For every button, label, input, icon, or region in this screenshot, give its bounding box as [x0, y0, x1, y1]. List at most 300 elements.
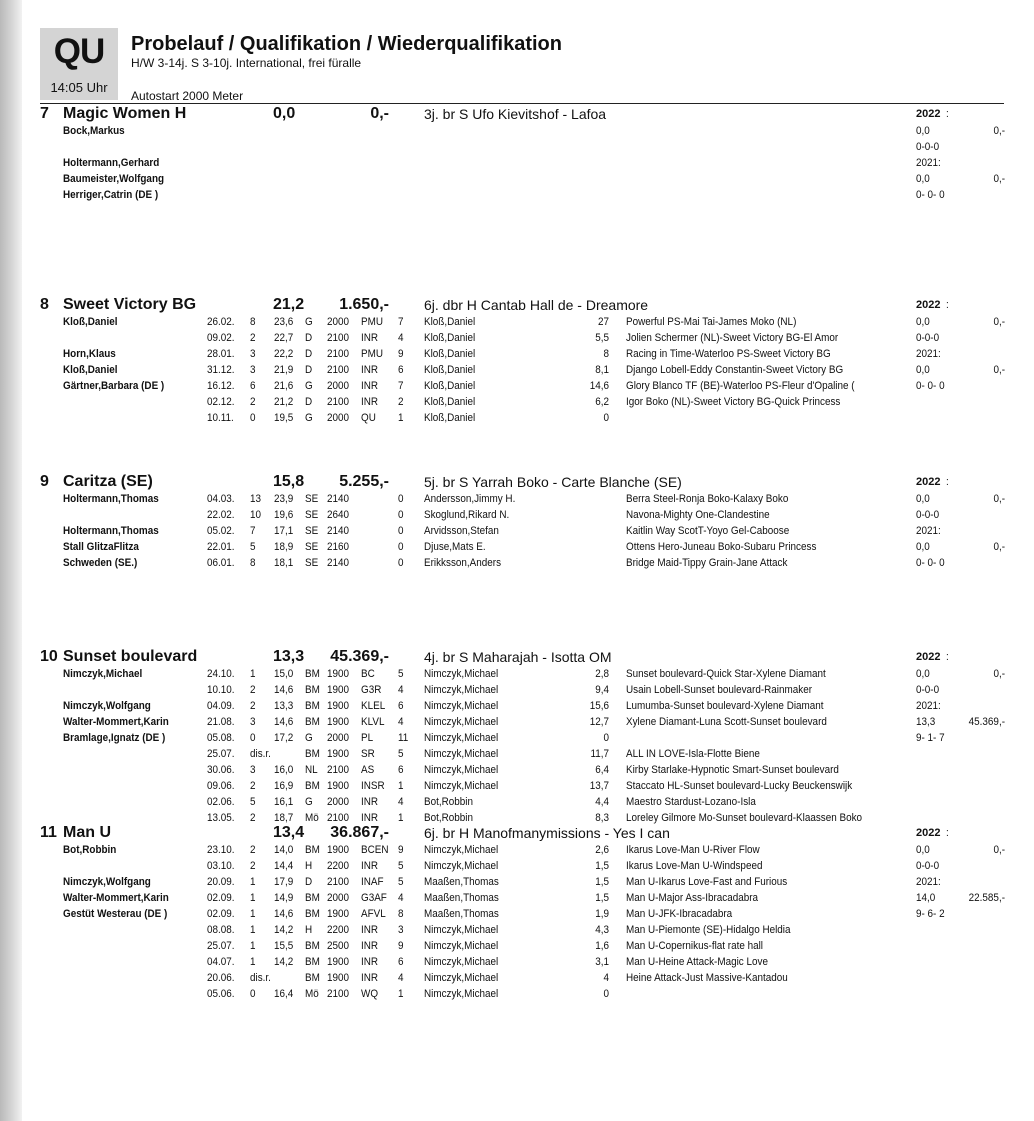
horse-rating: 13,3 [273, 648, 305, 665]
run-place: 3 [250, 716, 256, 728]
run-odds: 0 [603, 732, 609, 744]
run-track: D [305, 332, 313, 344]
run-race-type: INR [361, 812, 379, 824]
run-date: 26.02. [207, 316, 235, 328]
horse-rating: 0,0 [273, 105, 296, 122]
run-race-type: G3AF [361, 892, 387, 904]
run-place: 2 [250, 332, 256, 344]
run-result: Berra Steel-Ronja Boko-Kalaxy Boko [626, 493, 789, 505]
run-time: 16,9 [274, 780, 294, 792]
run-result: Ottens Hero-Juneau Boko-Subaru Princess [626, 541, 817, 553]
run-result: Lumumba-Sunset boulevard-Xylene Diamant [626, 700, 824, 712]
stats-previous-record: 0- 0- 0 [916, 189, 945, 201]
run-time: 15,0 [274, 668, 294, 680]
run-odds: 2,6 [595, 844, 609, 856]
horse-person: Gärtner,Barbara (DE ) [63, 380, 165, 392]
run-date: 25.07. [207, 940, 235, 952]
run-race-type: INR [361, 956, 379, 968]
run-result: Ikarus Love-Man U-River Flow [626, 844, 760, 856]
run-field: 2 [398, 396, 404, 408]
run-place: 3 [250, 764, 256, 776]
run-result: Jolien Schermer (NL)-Sweet Victory BG-El Amor [626, 332, 839, 344]
stats-previous-money: 0,- [993, 364, 1005, 376]
run-distance: 1900 [327, 668, 350, 680]
run-track: Mö [305, 812, 319, 824]
run-place: 3 [250, 348, 256, 360]
run-odds: 4 [603, 972, 609, 984]
run-driver: Arvidsson,Stefan [424, 525, 499, 537]
run-driver: Kloß,Daniel [424, 396, 476, 408]
horse-earnings: 36.867,- [330, 824, 389, 841]
run-field: 1 [398, 988, 404, 1000]
stats-current-money: 0,- [993, 668, 1005, 680]
run-date: 20.06. [207, 972, 235, 984]
run-track: SE [305, 557, 319, 569]
run-time: 17,2 [274, 732, 294, 744]
run-driver: Nimczyk,Michael [424, 844, 499, 856]
horse-number: 7 [40, 105, 49, 122]
run-field: 1 [398, 780, 404, 792]
run-race-type: INR [361, 796, 379, 808]
run-distance: 2100 [327, 812, 350, 824]
run-distance: 2100 [327, 364, 350, 376]
run-track: BM [305, 748, 320, 760]
stats-previous-rating: 14,0 [916, 892, 936, 904]
run-place: 2 [250, 844, 256, 856]
run-time: 21,9 [274, 364, 294, 376]
horse-person: Holtermann,Gerhard [63, 157, 160, 169]
run-odds: 14,6 [589, 380, 609, 392]
stats-previous-record: 0- 0- 0 [916, 380, 945, 392]
horse-person: Holtermann,Thomas [63, 493, 159, 505]
run-distance: 2000 [327, 892, 350, 904]
run-field: 4 [398, 892, 404, 904]
run-time: 17,1 [274, 525, 294, 537]
run-race-type: AS [361, 764, 375, 776]
run-place: 2 [250, 860, 256, 872]
run-time: 22,7 [274, 332, 294, 344]
run-odds: 3,1 [595, 956, 609, 968]
run-time: 15,5 [274, 940, 294, 952]
run-track: G [305, 732, 313, 744]
run-driver: Maaßen,Thomas [424, 876, 499, 888]
run-date: 10.11. [207, 412, 234, 424]
run-distance: 2000 [327, 316, 350, 328]
run-place: 1 [250, 924, 256, 936]
stats-previous-money: 22.585,- [968, 892, 1005, 904]
stats-year-current: 2022 [916, 299, 941, 311]
stats-current-record: 0-0-0 [916, 684, 940, 696]
run-result: Xylene Diamant-Luna Scott-Sunset boulevard [626, 716, 827, 728]
run-place: 1 [250, 892, 256, 904]
run-odds: 4,3 [595, 924, 609, 936]
horse-name: Man U [63, 824, 111, 841]
horse-person: Kloß,Daniel [63, 364, 118, 376]
run-time: 19,6 [274, 509, 294, 521]
run-result: Bridge Maid-Tippy Grain-Jane Attack [626, 557, 788, 569]
run-result: Man U-Ikarus Love-Fast and Furious [626, 876, 788, 888]
horse-earnings: 5.255,- [339, 473, 389, 490]
run-distance: 2100 [327, 988, 350, 1000]
stats-previous-record: 9- 6- 2 [916, 908, 945, 920]
stats-year-colon: : [946, 476, 949, 488]
run-time: 14,2 [274, 924, 294, 936]
run-track: BM [305, 668, 320, 680]
horse-person: Holtermann,Thomas [63, 525, 159, 537]
run-odds: 0 [603, 412, 609, 424]
run-track: D [305, 396, 313, 408]
stats-current-money: 0,- [993, 125, 1005, 137]
run-field: 5 [398, 860, 404, 872]
run-date: 04.07. [207, 956, 235, 968]
run-distance: 2000 [327, 796, 350, 808]
run-field: 6 [398, 700, 404, 712]
run-time: 22,2 [274, 348, 294, 360]
run-field: 6 [398, 364, 404, 376]
stats-previous-rating: 0,0 [916, 541, 930, 553]
stats-year-previous: 2021: [916, 700, 941, 712]
run-date: 10.10. [207, 684, 235, 696]
race-title: Probelauf / Qualifikation / Wiederqualifikation [131, 33, 562, 55]
run-driver: Nimczyk,Michael [424, 988, 499, 1000]
run-result: ALL IN LOVE-Isla-Flotte Biene [626, 748, 760, 760]
run-odds: 1,5 [595, 892, 609, 904]
horse-person: Baumeister,Wolfgang [63, 173, 165, 185]
run-driver: Kloß,Daniel [424, 412, 476, 424]
run-place: 0 [250, 988, 256, 1000]
run-date: 02.12. [207, 396, 235, 408]
run-driver: Maaßen,Thomas [424, 908, 499, 920]
run-track: BM [305, 972, 320, 984]
horse-person: Kloß,Daniel [63, 316, 118, 328]
run-place: 1 [250, 908, 256, 920]
run-driver: Bot,Robbin [424, 812, 473, 824]
run-odds: 9,4 [595, 684, 609, 696]
run-field: 5 [398, 748, 404, 760]
run-time: 14,0 [274, 844, 294, 856]
run-result: Ikarus Love-Man U-Windspeed [626, 860, 763, 872]
horse-person: Gestüt Westerau (DE ) [63, 908, 168, 920]
horse-rating: 21,2 [273, 296, 305, 313]
run-result: Navona-Mighty One-Clandestine [626, 509, 770, 521]
stats-year-previous: 2021: [916, 348, 941, 360]
run-race-type: BC [361, 668, 375, 680]
horse-name: Magic Women H [63, 105, 187, 122]
run-odds: 13,7 [589, 780, 609, 792]
run-place: 6 [250, 380, 256, 392]
run-distance: 2200 [327, 860, 350, 872]
run-distance: 2000 [327, 380, 350, 392]
run-distance: 2000 [327, 412, 350, 424]
run-driver: Nimczyk,Michael [424, 860, 499, 872]
run-driver: Nimczyk,Michael [424, 924, 499, 936]
horse-pedigree: 6j. br H Manofmanymissions - Yes I can [424, 825, 670, 841]
horse-number: 8 [40, 296, 49, 313]
run-time: 14,4 [274, 860, 294, 872]
run-distance: 1900 [327, 908, 350, 920]
run-race-type: PMU [361, 316, 384, 328]
horse-pedigree: 5j. br S Yarrah Boko - Carte Blanche (SE) [424, 474, 682, 490]
run-distance: 2100 [327, 876, 350, 888]
run-place: 2 [250, 812, 256, 824]
horse-person: Bot,Robbin [63, 844, 117, 856]
run-date: 23.10. [207, 844, 235, 856]
run-result: Igor Boko (NL)-Sweet Victory BG-Quick Princess [626, 396, 841, 408]
horse-number: 10 [40, 648, 58, 665]
horse-rating: 13,4 [273, 824, 305, 841]
run-result: Kaitlin Way ScotT-Yoyo Gel-Caboose [626, 525, 790, 537]
stats-year-colon: : [946, 108, 949, 120]
run-driver: Kloß,Daniel [424, 364, 476, 376]
run-distance: 2640 [327, 509, 350, 521]
run-field: 7 [398, 316, 404, 328]
run-race-type: G3R [361, 684, 382, 696]
run-field: 4 [398, 716, 404, 728]
run-field: 9 [398, 940, 404, 952]
run-distance: 2200 [327, 924, 350, 936]
horse-person: Stall GlitzaFlitza [63, 541, 139, 553]
run-driver: Bot,Robbin [424, 796, 473, 808]
run-place: 2 [250, 684, 256, 696]
run-driver: Nimczyk,Michael [424, 780, 499, 792]
run-result: Racing in Time-Waterloo PS-Sweet Victory BG [626, 348, 831, 360]
run-race-type: INR [361, 332, 379, 344]
run-field: 1 [398, 412, 404, 424]
run-field: 9 [398, 844, 404, 856]
run-odds: 5,5 [595, 332, 609, 344]
run-date: 04.03. [207, 493, 235, 505]
stats-previous-rating: 0,0 [916, 173, 930, 185]
race-code-box [40, 28, 118, 100]
horse-person: Bramlage,Ignatz (DE ) [63, 732, 166, 744]
run-date: 24.10. [207, 668, 235, 680]
run-driver: Nimczyk,Michael [424, 732, 499, 744]
run-field: 6 [398, 956, 404, 968]
run-race-type: PL [361, 732, 374, 744]
run-distance: 2100 [327, 348, 350, 360]
run-distance: 2000 [327, 732, 350, 744]
stats-year-current: 2022 [916, 827, 941, 839]
run-distance: 1900 [327, 700, 350, 712]
run-distance: 2500 [327, 940, 350, 952]
run-time: 17,9 [274, 876, 294, 888]
run-field: 7 [398, 380, 404, 392]
run-track: BM [305, 700, 320, 712]
horse-name: Caritza (SE) [63, 473, 153, 490]
run-track: D [305, 876, 313, 888]
run-field: 0 [398, 493, 404, 505]
run-track: BM [305, 844, 320, 856]
run-time: 14,2 [274, 956, 294, 968]
horse-earnings: 45.369,- [330, 648, 389, 665]
run-driver: Maaßen,Thomas [424, 892, 499, 904]
race-time: 14:05 Uhr [50, 80, 108, 95]
run-odds: 4,4 [595, 796, 609, 808]
run-date: 09.02. [207, 332, 235, 344]
run-place: 1 [250, 940, 256, 952]
run-distance: 1900 [327, 844, 350, 856]
run-distance: 1900 [327, 956, 350, 968]
run-track: H [305, 860, 313, 872]
horse-person: Schweden (SE.) [63, 557, 138, 569]
run-result: Usain Lobell-Sunset boulevard-Rainmaker [626, 684, 813, 696]
run-track: Mö [305, 988, 319, 1000]
run-track: BM [305, 684, 320, 696]
horse-person: Bock,Markus [63, 125, 125, 137]
run-time: 14,6 [274, 716, 294, 728]
run-race-type: AFVL [361, 908, 386, 920]
stats-year-current: 2022 [916, 476, 941, 488]
run-distance: 2140 [327, 557, 350, 569]
run-result: Man U-Major Ass-Ibracadabra [626, 892, 759, 904]
run-driver: Nimczyk,Michael [424, 668, 499, 680]
run-distance: 1900 [327, 716, 350, 728]
stats-year-colon: : [946, 651, 949, 663]
horse-number: 9 [40, 473, 49, 490]
run-driver: Nimczyk,Michael [424, 956, 499, 968]
run-race-type: KLEL [361, 700, 386, 712]
run-field: 8 [398, 908, 404, 920]
run-odds: 8 [603, 348, 609, 360]
stats-current-rating: 0,0 [916, 668, 930, 680]
race-code: QU [53, 32, 105, 71]
stats-current-rating: 0,0 [916, 316, 930, 328]
run-field: 4 [398, 332, 404, 344]
run-date: 03.10. [207, 860, 235, 872]
run-time: 23,9 [274, 493, 294, 505]
run-place: dis.r. [250, 748, 271, 760]
run-result: Man U-Piemonte (SE)-Hidalgo Heldia [626, 924, 791, 936]
run-place: 2 [250, 780, 256, 792]
horse-person: Walter-Mommert,Karin [63, 892, 169, 904]
run-driver: Nimczyk,Michael [424, 940, 499, 952]
run-track: SE [305, 541, 319, 553]
run-field: 4 [398, 684, 404, 696]
run-distance: 2100 [327, 332, 350, 344]
stats-current-rating: 0,0 [916, 493, 930, 505]
run-odds: 27 [597, 316, 609, 328]
run-race-type: BCEN [361, 844, 389, 856]
run-track: G [305, 380, 313, 392]
run-field: 5 [398, 876, 404, 888]
stats-previous-money: 0,- [993, 173, 1005, 185]
run-odds: 1,6 [595, 940, 609, 952]
run-distance: 2100 [327, 396, 350, 408]
run-race-type: SR [361, 748, 375, 760]
run-result: Loreley Gilmore Mo-Sunset boulevard-Klaassen Boko [626, 812, 863, 824]
stats-year-current: 2022 [916, 108, 941, 120]
run-track: G [305, 412, 313, 424]
run-field: 0 [398, 509, 404, 521]
run-distance: 1900 [327, 972, 350, 984]
run-driver: Erikksson,Anders [424, 557, 502, 569]
run-race-type: INSR [361, 780, 385, 792]
run-field: 4 [398, 972, 404, 984]
run-driver: Nimczyk,Michael [424, 684, 499, 696]
run-track: SE [305, 509, 319, 521]
run-odds: 6,4 [595, 764, 609, 776]
run-time: 16,4 [274, 988, 294, 1000]
run-distance: 2140 [327, 525, 350, 537]
run-time: 21,2 [274, 396, 294, 408]
run-track: BM [305, 940, 320, 952]
run-place: 8 [250, 316, 256, 328]
run-date: 06.01. [207, 557, 235, 569]
run-driver: Andersson,Jimmy H. [424, 493, 516, 505]
horse-person: Nimczyk,Wolfgang [63, 700, 151, 712]
run-time: 16,1 [274, 796, 294, 808]
run-odds: 1,5 [595, 876, 609, 888]
run-odds: 12,7 [589, 716, 609, 728]
horse-pedigree: 6j. dbr H Cantab Hall de - Dreamore [424, 297, 649, 313]
run-place: 2 [250, 700, 256, 712]
run-odds: 8,1 [595, 364, 609, 376]
run-race-type: INR [361, 924, 379, 936]
run-driver: Nimczyk,Michael [424, 764, 499, 776]
run-result: Django Lobell-Eddy Constantin-Sweet Victory BG [626, 364, 844, 376]
run-track: G [305, 316, 313, 328]
run-date: 16.12. [207, 380, 235, 392]
run-date: 09.06. [207, 780, 235, 792]
run-distance: 2160 [327, 541, 350, 553]
stats-previous-rating: 0,0 [916, 364, 930, 376]
run-result: Maestro Stardust-Lozano-Isla [626, 796, 756, 808]
run-driver: Djuse,Mats E. [424, 541, 486, 553]
stats-year-colon: : [946, 827, 949, 839]
run-field: 1 [398, 812, 404, 824]
stats-current-money: 0,- [993, 493, 1005, 505]
run-date: 25.07. [207, 748, 235, 760]
run-field: 0 [398, 541, 404, 553]
run-odds: 2,8 [595, 668, 609, 680]
run-race-type: WQ [361, 988, 379, 1000]
run-date: 04.09. [207, 700, 235, 712]
run-place: 8 [250, 557, 256, 569]
race-start-distance: Autostart 2000 Meter [131, 89, 244, 103]
horse-person: Herriger,Catrin (DE ) [63, 189, 159, 201]
run-distance: 1900 [327, 780, 350, 792]
run-distance: 1900 [327, 684, 350, 696]
run-track: D [305, 364, 313, 376]
run-race-type: INAF [361, 876, 384, 888]
run-odds: 1,9 [595, 908, 609, 920]
run-date: 02.06. [207, 796, 235, 808]
run-odds: 8,3 [595, 812, 609, 824]
run-race-type: INR [361, 380, 379, 392]
run-field: 6 [398, 764, 404, 776]
stats-year-colon: : [946, 299, 949, 311]
run-odds: 15,6 [589, 700, 609, 712]
run-track: BM [305, 892, 320, 904]
run-track: BM [305, 780, 320, 792]
stats-current-record: 0-0-0 [916, 332, 940, 344]
run-place: 10 [250, 509, 262, 521]
stats-previous-record: 0- 0- 0 [916, 557, 945, 569]
run-result: Man U-Heine Attack-Magic Love [626, 956, 768, 968]
run-time: 16,0 [274, 764, 294, 776]
page-edge-shadow [0, 0, 22, 1121]
stats-previous-money: 0,- [993, 541, 1005, 553]
run-result: Powerful PS-Mai Tai-James Moko (NL) [626, 316, 797, 328]
run-field: 0 [398, 557, 404, 569]
run-place: 5 [250, 796, 256, 808]
run-driver: Skoglund,Rikard N. [424, 509, 510, 521]
run-race-type: QU [361, 412, 376, 424]
horse-pedigree: 4j. br S Maharajah - Isotta OM [424, 649, 612, 665]
run-driver: Kloß,Daniel [424, 348, 476, 360]
horse-person: Nimczyk,Michael [63, 668, 143, 680]
run-time: 14,6 [274, 908, 294, 920]
